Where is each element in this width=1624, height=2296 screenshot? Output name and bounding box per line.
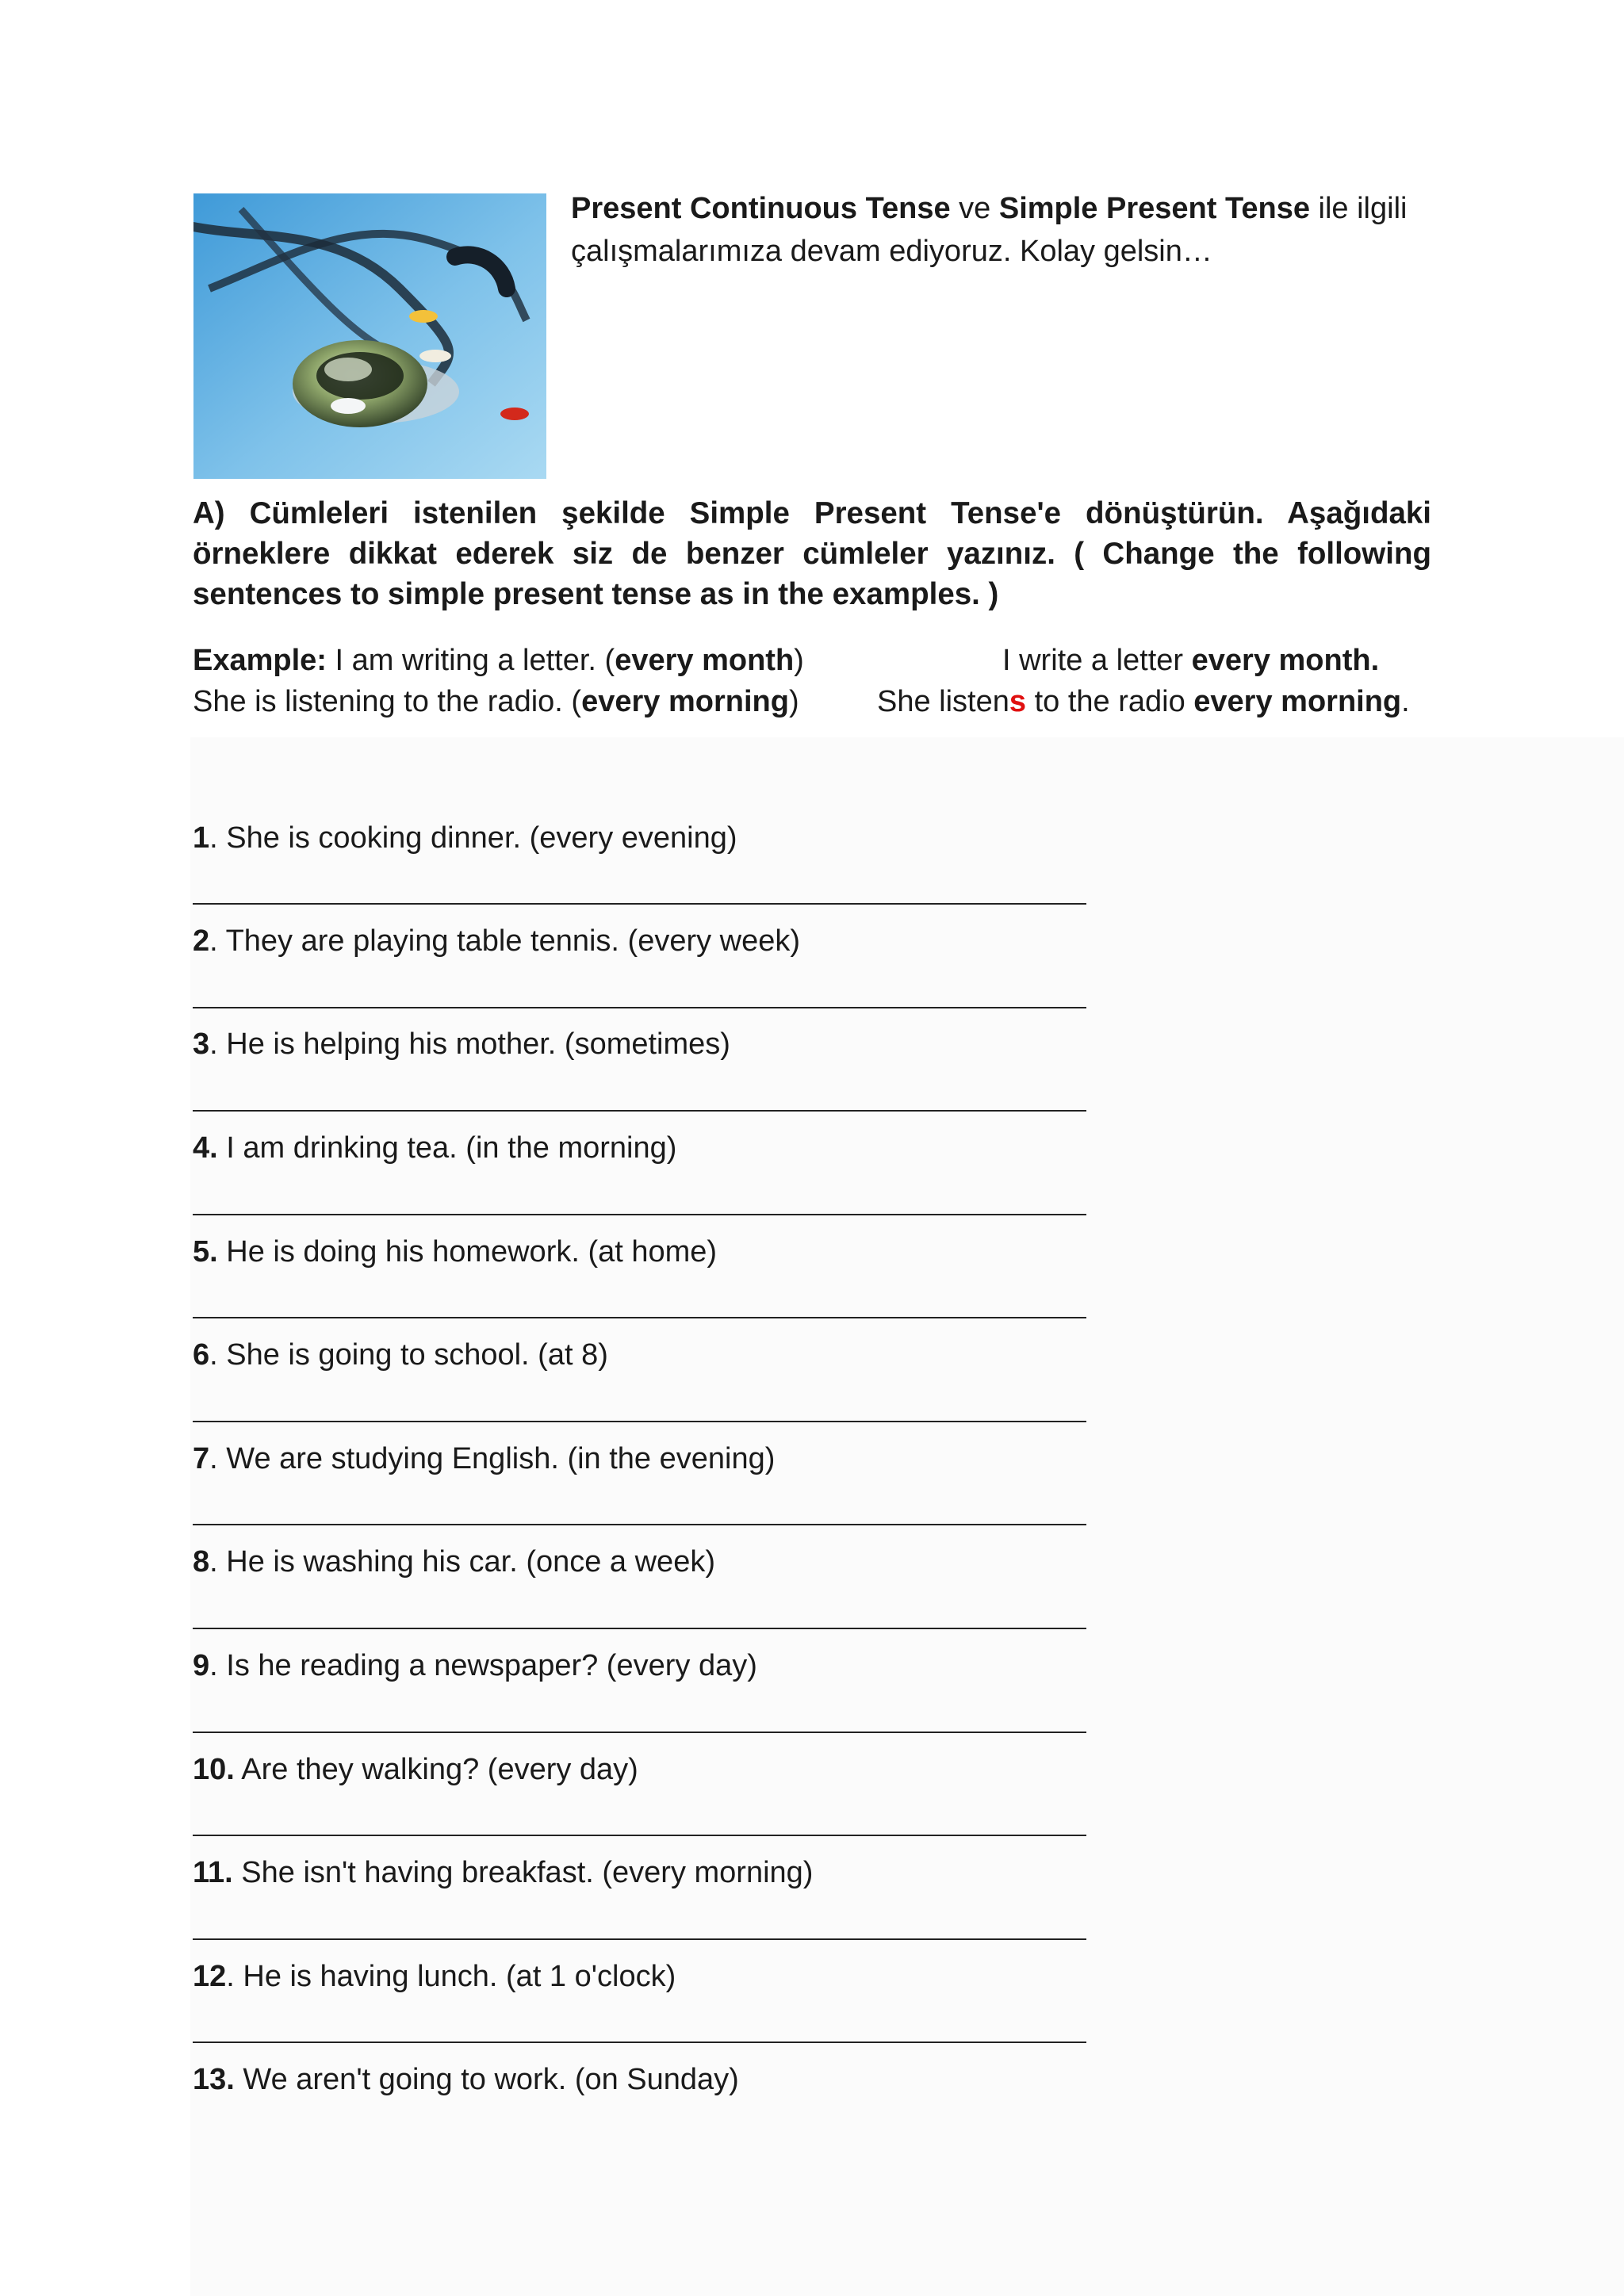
question-4: 4. I am drinking tea. (in the morning) <box>193 1131 677 1165</box>
answer-line-6[interactable] <box>193 1421 1086 1422</box>
answer-line-10[interactable] <box>193 1835 1086 1836</box>
example-answer-2: She listens to the radio every morning. <box>877 685 1410 718</box>
instructions: A) Cümleleri istenilen şekilde Simple Present Tense'e dönüştürün. Aşağıdaki örneklere dikkat ederek siz de benzer cümleler yazınız. ( Change the following sentences to simple present tense as in the examples. ) <box>193 496 1431 611</box>
question-7: 7. We are studying English. (in the evening) <box>193 1442 776 1475</box>
answer-line-1[interactable] <box>193 903 1086 905</box>
question-10: 10. Are they walking? (every day) <box>193 1753 638 1786</box>
question-11: 11. She isn't having breakfast. (every morning) <box>193 1856 814 1889</box>
example-answer-1: I write a letter every month. <box>1002 644 1380 677</box>
question-8: 8. He is washing his car. (once a week) <box>193 1545 715 1578</box>
intro-rest: ile ilgili çalışmalarımıza devam ediyoruz. Kolay gelsin… <box>571 192 1408 268</box>
question-12: 12. He is having lunch. (at 1 o'clock) <box>193 1960 676 1993</box>
answer-line-11[interactable] <box>193 1938 1086 1940</box>
answer-line-12[interactable] <box>193 2042 1086 2043</box>
intro-paragraph <box>571 187 1443 273</box>
intro-connector: ve <box>950 192 999 225</box>
highlight-suffix: s <box>1009 685 1027 718</box>
answer-line-5[interactable] <box>193 1317 1086 1318</box>
answer-line-9[interactable] <box>193 1732 1086 1733</box>
answer-line-7[interactable] <box>193 1524 1086 1525</box>
answer-line-2[interactable] <box>193 1007 1086 1008</box>
question-3: 3. He is helping his mother. (sometimes) <box>193 1027 730 1061</box>
question-13: 13. We aren't going to work. (on Sunday) <box>193 2063 739 2096</box>
example-question-2: She is listening to the radio. (every morning) <box>193 685 799 718</box>
answer-line-3[interactable] <box>193 1110 1086 1112</box>
question-9: 9. Is he reading a newspaper? (every day) <box>193 1649 757 1682</box>
stethoscope-photo <box>193 193 546 479</box>
question-6: 6. She is going to school. (at 8) <box>193 1338 608 1372</box>
answer-line-4[interactable] <box>193 1214 1086 1215</box>
intro-term-1: Present Continuous Tense <box>571 192 951 225</box>
question-5: 5. He is doing his homework. (at home) <box>193 1235 718 1269</box>
question-1: 1. She is cooking dinner. (every evening) <box>193 821 737 855</box>
intro-term-2: Simple Present Tense <box>998 192 1310 225</box>
answer-line-8[interactable] <box>193 1628 1086 1629</box>
question-2: 2. They are playing table tennis. (every week) <box>193 924 801 958</box>
example-question-1: Example: I am writing a letter. (every month) <box>193 644 804 677</box>
example-label: Example: <box>193 644 327 677</box>
